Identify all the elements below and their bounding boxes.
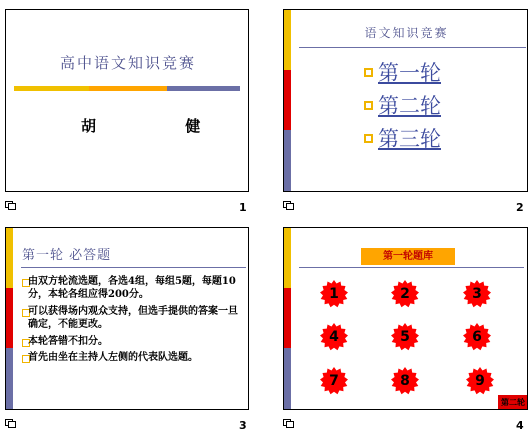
slide-thumbnail-4[interactable] [283,227,528,410]
slide-number-4: 4 [516,419,524,432]
bullet-icon [364,134,373,143]
round-2-link[interactable]: 第二轮 [378,94,441,118]
question-button-7[interactable] [320,367,348,395]
question-button-4[interactable] [320,323,348,351]
rule-item: 可以获得场内观众支持，但选手提供的答案一旦确定，不能更改。 [28,306,238,330]
rule-item: 本轮答错不扣分。 [28,336,108,347]
accent-bar-slate [284,130,291,192]
question-number: 9 [475,373,485,389]
question-number: 5 [400,329,410,345]
slide-transition-icon[interactable] [5,201,16,210]
slide-2-title: 语文知识竞赛 [364,26,449,40]
round-1-link[interactable]: 第一轮 [378,61,441,85]
title-band-yellow [14,86,89,91]
question-number: 4 [329,329,339,345]
slide-3-title: 第一轮 必答题 [22,248,112,263]
question-number: 3 [472,286,482,302]
question-number: 7 [329,373,339,389]
bullet-icon [364,101,373,110]
question-button-8[interactable] [391,367,419,395]
bullet-icon [364,68,373,77]
question-button-3[interactable] [463,280,491,308]
slide-transition-icon[interactable] [283,419,294,428]
slide-1-author: 胡 健 [81,117,243,135]
question-button-2[interactable] [391,280,419,308]
slide-thumbnail-2[interactable] [283,9,528,192]
next-round-button[interactable]: 第二轮 [498,395,528,410]
question-number: 2 [400,286,410,302]
slide-transition-icon[interactable] [5,419,16,428]
round-3-link[interactable]: 第三轮 [378,127,441,151]
question-button-9[interactable] [466,367,494,395]
title-rule [21,267,246,268]
title-band-orange [89,86,167,91]
slide-number-1: 1 [239,201,247,214]
slide-thumbnail-3[interactable] [5,227,249,410]
title-rule [299,267,524,268]
question-number: 1 [329,286,339,302]
title-rule [299,47,526,48]
slide-1-title: 高中语文知识竞赛 [59,54,196,72]
slide-thumbnail-1[interactable] [5,9,249,192]
accent-bar-slate [6,348,13,410]
accent-bar-yellow [6,228,13,288]
question-button-6[interactable] [463,323,491,351]
question-button-1[interactable] [320,280,348,308]
question-bank-header: 第一轮题库 [361,248,455,265]
slide-number-2: 2 [516,201,524,214]
question-button-5[interactable] [391,323,419,351]
slide-transition-icon[interactable] [283,201,294,210]
title-band-slate [167,86,240,91]
accent-bar-slate [284,348,291,410]
question-number: 6 [472,329,482,345]
accent-bar-yellow [284,228,291,288]
rule-item: 由双方轮流选题，各选4组，每组5题，每题10分，本轮各组应得200分。 [28,276,236,300]
accent-bar-red [284,70,291,130]
accent-bar-red [6,288,13,348]
accent-bar-red [284,288,291,348]
slide-number-3: 3 [239,419,247,432]
rule-item: 首先由坐在主持人左侧的代表队选题。 [28,352,198,363]
question-number: 8 [400,373,410,389]
